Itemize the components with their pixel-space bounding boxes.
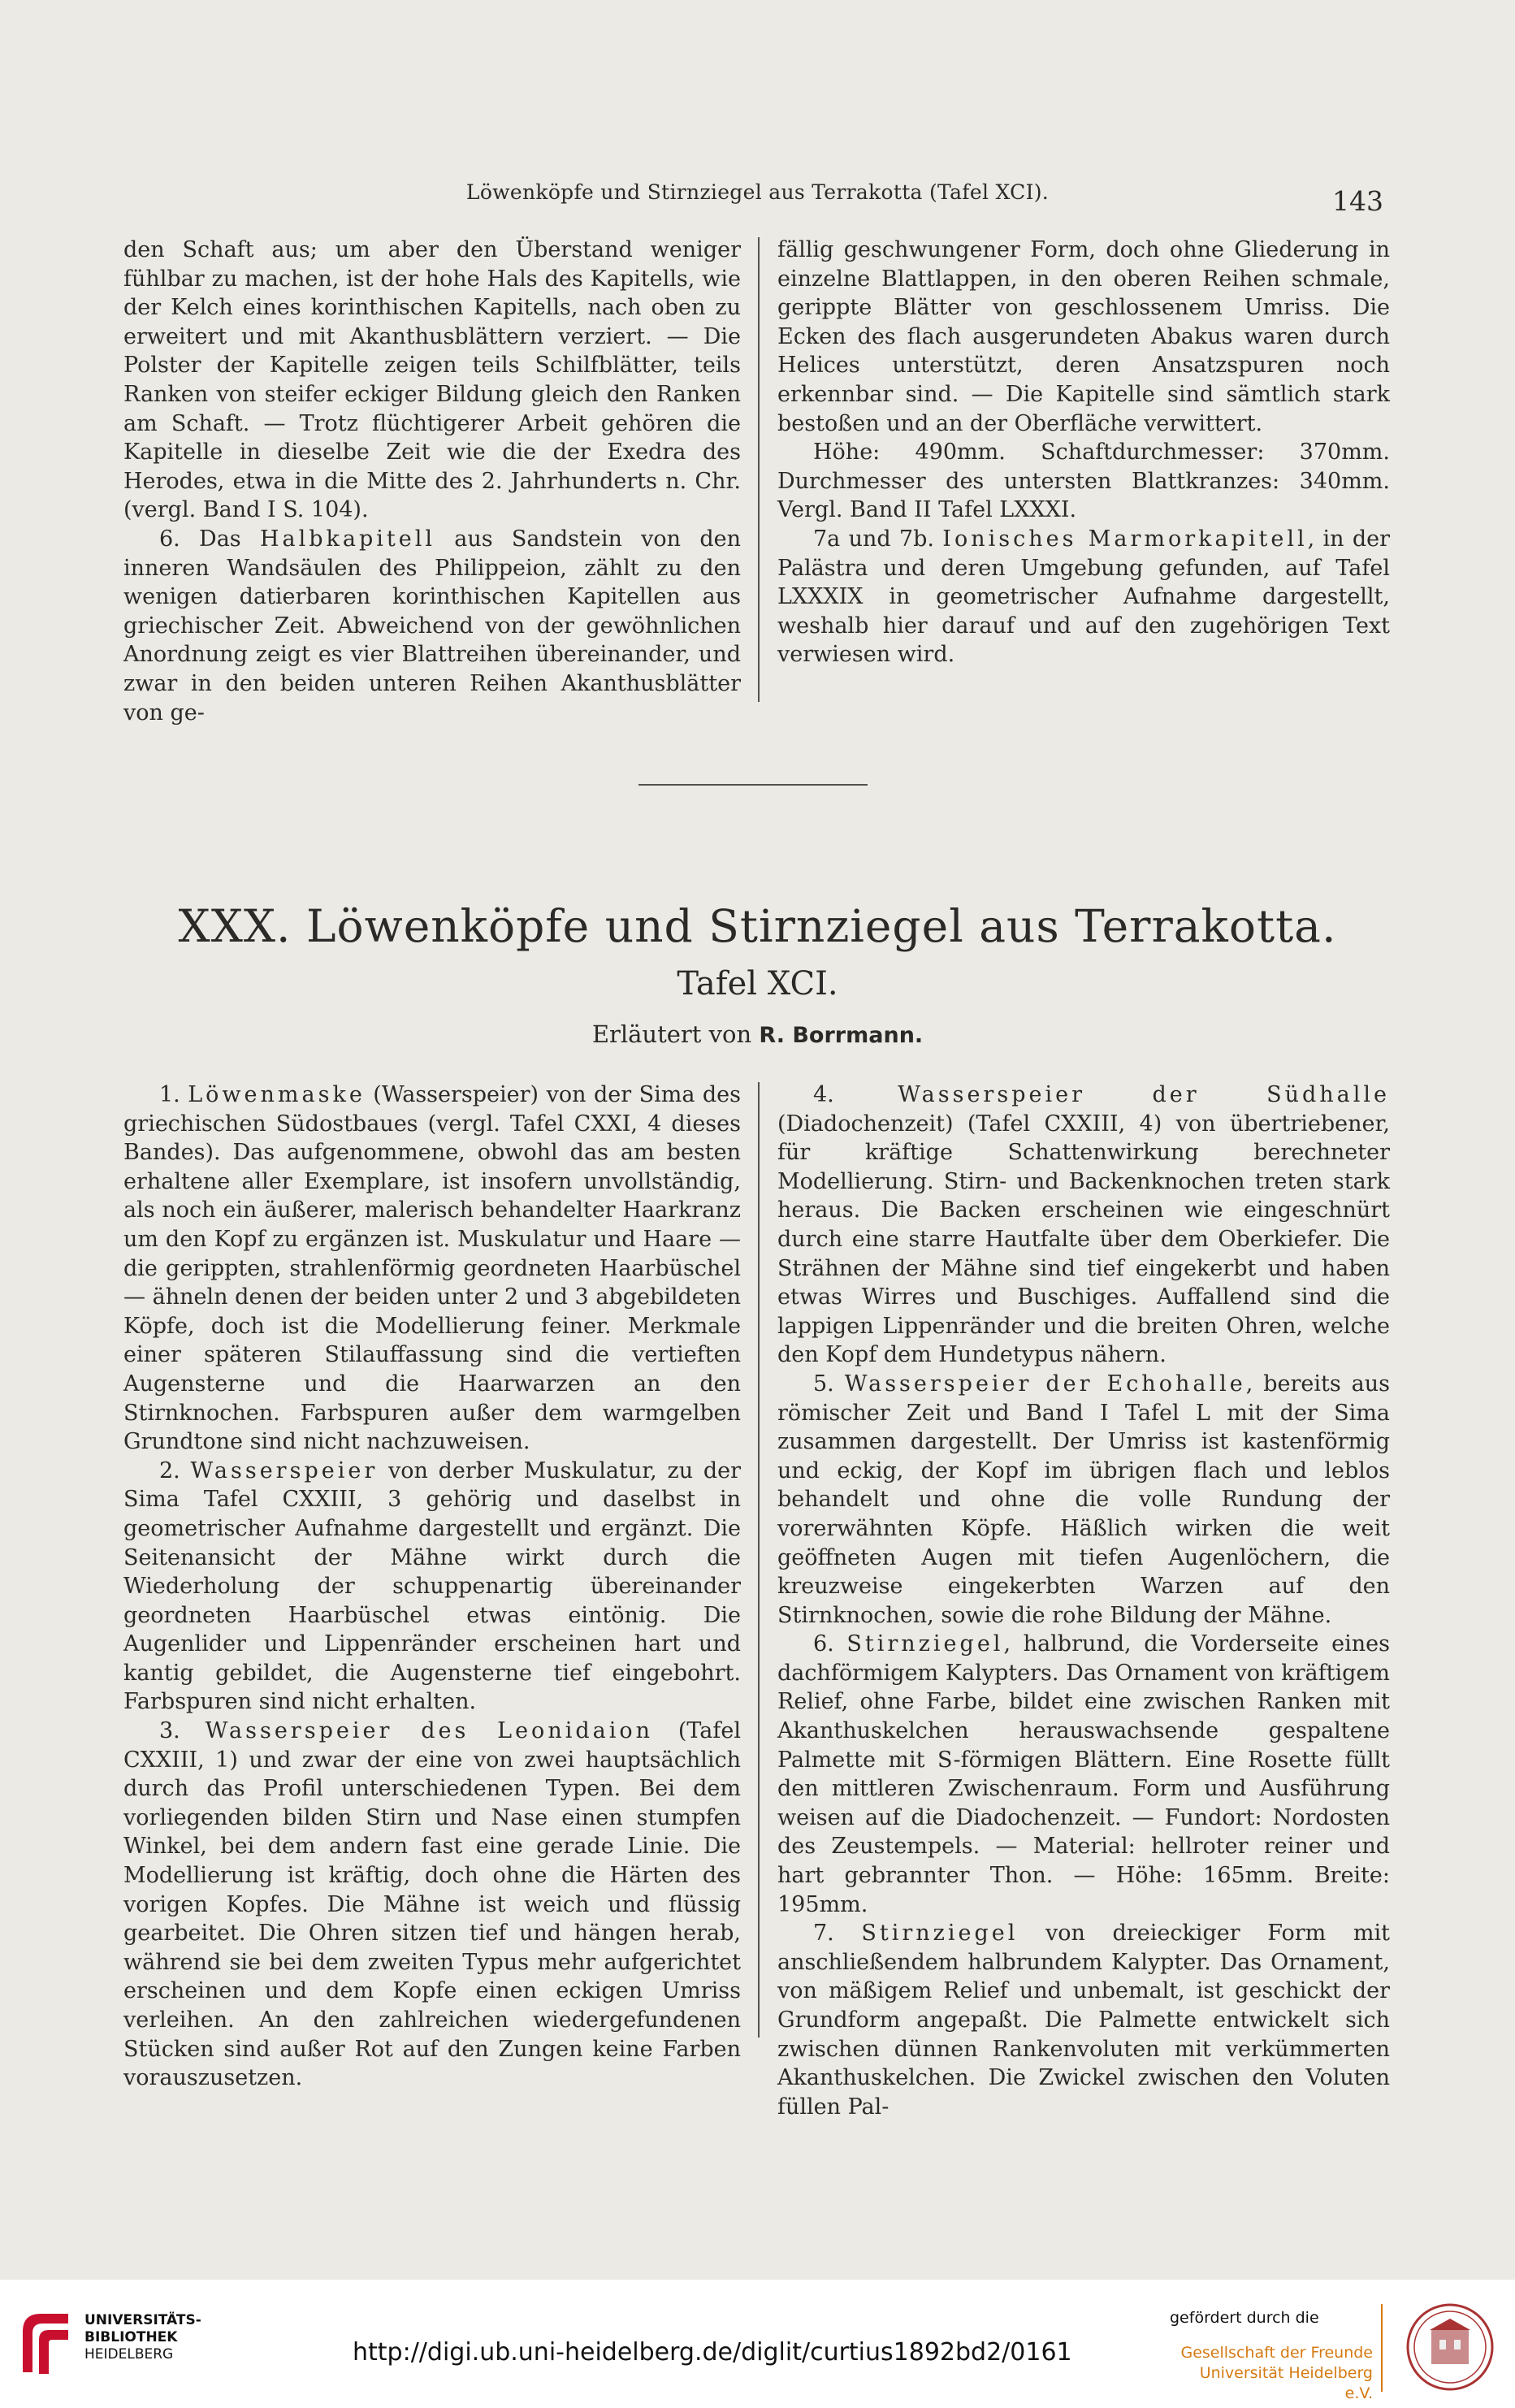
paragraph	[777, 525, 1390, 669]
paragraph-text: , halbrund, die Vorderseite eines dachförmigem Kalypters. Das Ornament von kräftigem Relief, ohne Farbe, bildet eine zwischen Ranken mit Akanthuskelchen herauswachsende gespaltene Palmette mit S-förmigen Blättern. Eine Rosette füllt den mittleren Zwischenraum. Form und Ausführung weisen auf die Diadochenzeit. — Fundort: Nordosten des Zeustempels. — Material: hellroter reiner und hart gebrannter Thon. — Höhe: 165mm. Breite: 195mm.	[777, 1631, 1390, 1917]
column-divider	[758, 1082, 760, 2038]
paragraph-text: fällig geschwungener Form, doch ohne Gliederung in einzelne Blattlappen, in den oberen Reihen schmale, gerippte Blätter von geschlossenem Umriss. Die Ecken des flach ausgerundeten Abakus waren durch Helices unterstützt, deren Ansatzspuren noch erkennbar sind. — Die Kapitelle sind sämtlich stark bestoßen und an der Oberfläche verwittert.	[777, 237, 1390, 436]
library-name-line: HEIDELBERG	[84, 2346, 174, 2363]
library-name-line: UNIVERSITÄTS-	[84, 2312, 201, 2328]
paragraph-lead: 2.	[159, 1457, 191, 1483]
section-title: XXX. Löwenköpfe und Stirnziegel aus Terrakotta.	[178, 900, 1337, 952]
permalink-url[interactable]: http://digi.ub.uni-heidelberg.de/diglit/curtius1892bd2/0161	[353, 2338, 1072, 2367]
paragraph-lead: 7a und 7b.	[813, 526, 943, 552]
column-bottom-left	[123, 1081, 741, 2093]
spaced-heading: Wasserspeier der Südhalle	[898, 1082, 1390, 1107]
paragraph-text: aus Sandstein von den inneren Wandsäulen des Philippeion, zählt zu den wenigen datierbaren korinthischen Kapitellen aus griechischer Zeit. Abweichend von der gewöhnlichen Anordnung zeigt es vier Blattreihen übereinander, und zwar in den beiden unteren Reihen Akanthusblätter von ge-	[123, 526, 741, 725]
paragraph	[123, 1081, 741, 1457]
sponsor-name-line: Universität Heidelberg e.V.	[1199, 2364, 1373, 2402]
paragraph-lead: 6.	[813, 1631, 847, 1657]
paragraph-lead: 7.	[813, 1921, 862, 1947]
paragraph-lead: 3.	[159, 1718, 206, 1744]
sponsor-divider	[1381, 2304, 1383, 2392]
paragraph-lead: 5.	[813, 1371, 845, 1397]
page-number: 143	[1332, 185, 1383, 217]
paragraph-text: von derber Muskulatur, zu der Sima Tafel CXXIII, 3 gehörig und daselbst in geometrischer Aufnahme dargestellt und ergänzt. Die Seitenansicht der Mähne wirkt durch die Wiederholung der schuppenartig übereinander geordneten Haarbüschel etwas eintönig. Die Augenlider und Lippenränder erscheinen hart und kantig gebildet, die Augensterne tief eingebohrt. Farbspuren sind nicht erhalten.	[123, 1457, 741, 1715]
sponsor-name	[1170, 2343, 1373, 2404]
spaced-heading: Stirnziegel	[861, 1921, 1019, 1947]
byline-prefix: Erläutert von	[591, 1020, 752, 1048]
paragraph	[123, 1457, 741, 1717]
paragraph	[777, 438, 1390, 525]
author-name: R. Borrmann.	[759, 1023, 924, 1048]
paragraph-text: , in der Palästra und deren Umgebung gefunden, auf Tafel LXXXIX in geometrischer Aufnahme dargestellt, weshalb hier darauf und auf den zugehörigen Text verwiesen wird.	[777, 526, 1390, 668]
spaced-heading: Wasserspeier	[190, 1457, 379, 1483]
spaced-heading: Löwenmaske	[188, 1082, 366, 1107]
paragraph-text: (Diadochenzeit) (Tafel CXXIII, 4) von übertriebener, für kräftige Schattenwirkung berechneter Modellierung. Stirn- und Backenknochen treten stark heraus. Die Backen erscheinen wie eingeschnürt durch eine starre Hautfalte über dem Oberkiefer. Die Strähnen der Mähne sind tief eingekerbt und haben etwas Wirres und Buschiges. Auffallend sind die lappigen Lippenränder und die breiten Ohren, welche den Kopf dem Hundetypus nähern.	[777, 1111, 1390, 1368]
paragraph	[777, 1630, 1390, 1919]
paragraph	[777, 1081, 1390, 1370]
paragraph	[777, 1370, 1390, 1630]
paragraph	[123, 236, 741, 525]
paragraph	[777, 1919, 1390, 2121]
footer-banner	[0, 2280, 1515, 2408]
spaced-heading: Ionisches Marmorkapitell	[942, 526, 1308, 552]
spaced-heading: Stirnziegel	[846, 1631, 1004, 1657]
library-logo-icon	[16, 2307, 75, 2380]
spaced-heading: Halbkapitell	[259, 526, 435, 552]
library-name	[84, 2312, 201, 2363]
library-name-line: BIBLIOTHEK	[84, 2329, 178, 2345]
column-divider	[758, 237, 760, 702]
paragraph-text: (Tafel CXXIII, 1) und zwar der eine von zwei hauptsächlich durch das Profil unterschiedenen Typen. Bei dem vorliegenden bilden Stirn und Nase einen stumpfen Winkel, bei dem andern fast eine gerade Linie. Die Modellierung ist kräftig, doch ohne die Härten des vorigen Kopfes. Die Mähne ist weich und flüssig gearbeitet. Die Ohren sitzen tief und hängen herab, während sie bei dem zweiten Typus mehr aufgerichtet erscheinen und dem Kopfe einen eckigen Umriss verleihen. An den zahlreichen wiedergefundenen Stücken sind außer Rot auf den Zungen keine Farben vorauszusetzen.	[123, 1718, 742, 2091]
paragraph	[123, 525, 741, 727]
paragraph-text: Höhe: 490mm. Schaftdurchmesser: 370mm. Durchmesser des untersten Blattkranzes: 340mm. Vergl. Band II Tafel LXXXI.	[777, 440, 1390, 523]
sponsor-name-line: Gesellschaft der Freunde	[1180, 2344, 1373, 2362]
paragraph-text: von dreieckiger Form mit anschließendem halbrundem Kalypter. Das Ornament, von mäßigem Relief und unbemalt, ist geschickt der Grundform angepaßt. Die Palmette entwickelt sich zwischen dünnen Rankenvoluten mit verkümmerten Akanthuskelchen. Die Zwickel zwischen den Voluten füllen Pal-	[777, 1921, 1390, 2120]
paragraph-text: (Wasserspeier) von der Sima des griechischen Südostbaues (vergl. Tafel CXXI, 4 dieses Bandes). Das aufgenommene, obwohl das am besten erhaltene aller Exemplare, ist insofern unvollständig, als noch ein äußerer, malerisch behandelter Haarkranz um den Kopf zu ergänzen ist. Muskulatur und Haare — die gerippten, strahlenförmig geordneten Haarbüschel — ähneln denen der beiden unter 2 und 3 abgebildeten Köpfe, doch ist die Modellierung feiner. Merkmale einer späteren Stilauffassung sind die vertieften Augensterne und die Haarwarzen an den Stirnknochen. Farbspuren außer dem warmgelben Grundtone sind nicht nachzuweisen.	[123, 1082, 742, 1455]
university-seal-icon	[1405, 2302, 1495, 2392]
sponsor-label: gefördert durch die	[1170, 2309, 1319, 2327]
section-divider	[638, 784, 868, 786]
paragraph-lead: 1.	[159, 1082, 188, 1107]
paragraph	[123, 1717, 741, 2093]
column-top-right	[777, 236, 1390, 669]
running-title: Löwenköpfe und Stirnziegel aus Terrakotta (Tafel XCI).	[465, 180, 1050, 204]
paragraph-lead: 6. Das	[159, 526, 260, 552]
section-subtitle: Tafel XCI.	[677, 965, 838, 1003]
spaced-heading: Wasserspeier der Echohalle	[844, 1371, 1246, 1397]
spaced-heading: Wasserspeier des Leonidaion	[205, 1718, 654, 1744]
paragraph	[777, 236, 1390, 438]
paragraph-lead: 4.	[813, 1082, 898, 1107]
byline	[0, 1020, 1515, 1048]
column-bottom-right	[777, 1081, 1390, 2121]
paragraph-text: den Schaft aus; um aber den Überstand weniger fühlbar zu machen, ist der hohe Hals des Kapitells, wie der Kelch eines korinthischen Kapitells, nach oben zu erweitert und mit Akanthusblättern verziert. — Die Polster der Kapitelle zeigen teils Schilfblätter, teils Ranken von steifer eckiger Bildung gleich den Ranken am Schaft. — Trotz flüchtigerer Arbeit gehören die Kapitelle in dieselbe Zeit wie die der Exedra des Herodes, etwa in die Mitte des 2. Jahrhunderts n. Chr. (vergl. Band I S. 104).	[123, 237, 741, 523]
column-top-left	[123, 236, 741, 727]
paragraph-text: , bereits aus römischer Zeit und Band I Tafel L mit der Sima zusammen dargestellt. Der Umriss ist kastenförmig und eckig, der Kopf im übrigen flach und leblos behandelt und ohne die volle Rundung der vorerwähnten Köpfe. Häßlich wirken die weit geöffneten Augen mit tiefen Augenlöchern, die kreuzweise eingekerbten Warzen auf den Stirnknochen, sowie die rohe Bildung der Mähne.	[777, 1371, 1390, 1628]
